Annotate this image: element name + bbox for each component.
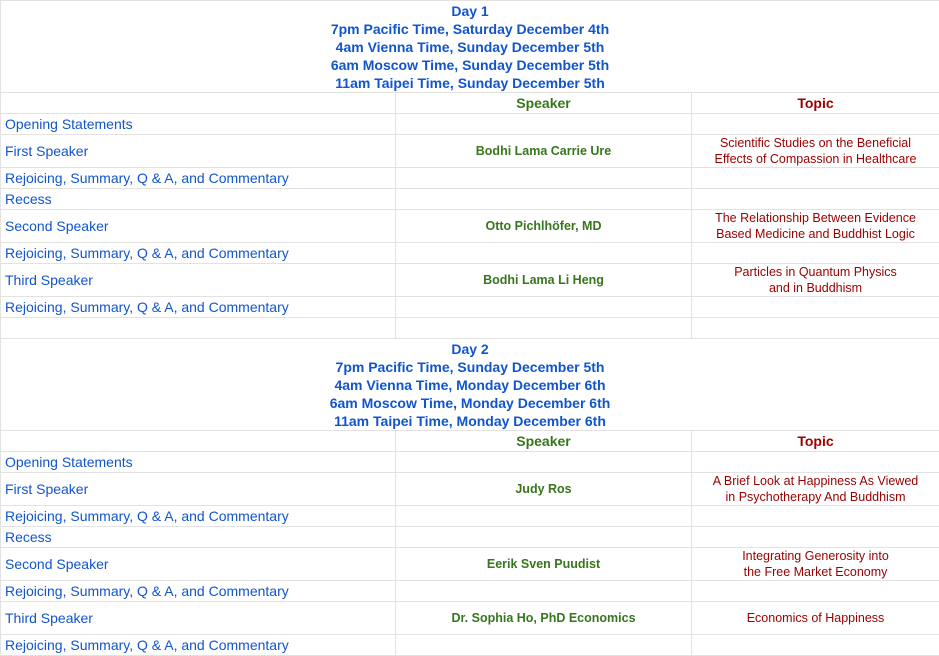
table-row	[1, 452, 939, 473]
topic-line: The Relationship Between Evidence	[696, 210, 935, 226]
table-row	[1, 210, 939, 243]
session-cell[interactable]: Recess	[1, 527, 396, 548]
session-cell[interactable]: Second Speaker	[1, 548, 396, 581]
session-cell[interactable]: Third Speaker	[1, 264, 396, 297]
table-row	[1, 168, 939, 189]
session-cell[interactable]: Recess	[1, 189, 396, 210]
table-row	[1, 189, 939, 210]
table-row	[1, 264, 939, 297]
topic-cell[interactable]	[692, 297, 939, 318]
topic-cell[interactable]	[692, 210, 939, 243]
speaker-cell[interactable]	[396, 506, 692, 527]
day2-speaker-header[interactable]: Speaker	[396, 431, 692, 452]
session-cell[interactable]: Rejoicing, Summary, Q & A, and Commentary	[1, 168, 396, 189]
topic-cell[interactable]	[692, 168, 939, 189]
day1-column-header-row	[1, 93, 939, 114]
table-row	[1, 527, 939, 548]
day2-column-header-row	[1, 431, 939, 452]
session-cell[interactable]: Second Speaker	[1, 210, 396, 243]
day1-speaker-header[interactable]: Speaker	[396, 93, 692, 114]
table-row	[1, 114, 939, 135]
session-cell[interactable]: First Speaker	[1, 135, 396, 168]
topic-cell[interactable]	[692, 114, 939, 135]
speaker-cell[interactable]	[396, 297, 692, 318]
topic-cell[interactable]	[692, 452, 939, 473]
topic-cell[interactable]	[692, 264, 939, 297]
speaker-cell[interactable]	[396, 189, 692, 210]
day2-topic-header[interactable]: Topic	[692, 431, 939, 452]
session-cell[interactable]: Rejoicing, Summary, Q & A, and Commentary	[1, 635, 396, 656]
session-cell[interactable]: First Speaker	[1, 473, 396, 506]
table-row	[1, 243, 939, 264]
topic-cell[interactable]	[692, 548, 939, 581]
topic-line: Based Medicine and Buddhist Logic	[696, 226, 935, 242]
table-row	[1, 473, 939, 506]
topic-cell[interactable]	[692, 135, 939, 168]
topic-line: Effects of Compassion in Healthcare	[696, 151, 935, 167]
empty-cell[interactable]	[1, 318, 396, 339]
table-row	[1, 548, 939, 581]
speaker-cell[interactable]	[396, 168, 692, 189]
topic-line: the Free Market Economy	[696, 564, 935, 580]
empty-cell[interactable]	[692, 318, 939, 339]
session-cell[interactable]: Rejoicing, Summary, Q & A, and Commentary	[1, 243, 396, 264]
topic-line: Integrating Generosity into	[696, 548, 935, 564]
speaker-cell[interactable]	[396, 114, 692, 135]
speaker-cell[interactable]: Dr. Sophia Ho, PhD Economics	[396, 602, 692, 635]
speaker-cell[interactable]: Eerik Sven Puudist	[396, 548, 692, 581]
day2-header-row	[1, 339, 939, 431]
speaker-cell[interactable]: Bodhi Lama Carrie Ure	[396, 135, 692, 168]
speaker-cell[interactable]	[396, 527, 692, 548]
table-row	[1, 581, 939, 602]
speaker-cell[interactable]: Judy Ros	[396, 473, 692, 506]
topic-cell[interactable]	[692, 473, 939, 506]
day2-title: Day 2	[5, 340, 935, 358]
topic-cell[interactable]	[692, 602, 939, 635]
day1-header-cell[interactable]	[1, 1, 939, 93]
day2-time-pacific: 7pm Pacific Time, Sunday December 5th	[5, 358, 935, 376]
topic-cell[interactable]	[692, 189, 939, 210]
speaker-cell[interactable]	[396, 635, 692, 656]
day1-time-pacific: 7pm Pacific Time, Saturday December 4th	[5, 20, 935, 38]
session-cell[interactable]: Rejoicing, Summary, Q & A, and Commentary	[1, 506, 396, 527]
topic-line: in Psychotherapy And Buddhism	[696, 489, 935, 505]
day1-blank-header-cell[interactable]	[1, 93, 396, 114]
session-cell[interactable]: Opening Statements	[1, 114, 396, 135]
day1-header-row	[1, 1, 939, 93]
table-row	[1, 635, 939, 656]
day2-blank-header-cell[interactable]	[1, 431, 396, 452]
table-row	[1, 297, 939, 318]
day1-time-taipei: 11am Taipei Time, Sunday December 5th	[5, 74, 935, 92]
speaker-cell[interactable]	[396, 452, 692, 473]
topic-cell[interactable]	[692, 506, 939, 527]
topic-line: A Brief Look at Happiness As Viewed	[696, 473, 935, 489]
topic-line: and in Buddhism	[696, 280, 935, 296]
topic-cell[interactable]	[692, 581, 939, 602]
day2-time-vienna: 4am Vienna Time, Monday December 6th	[5, 376, 935, 394]
speaker-cell[interactable]	[396, 243, 692, 264]
speaker-cell[interactable]	[396, 581, 692, 602]
speaker-cell[interactable]: Otto Pichlhöfer, MD	[396, 210, 692, 243]
day2-time-taipei: 11am Taipei Time, Monday December 6th	[5, 412, 935, 430]
empty-cell[interactable]	[396, 318, 692, 339]
day2-header-cell[interactable]	[1, 339, 939, 431]
empty-row	[1, 318, 939, 339]
table-row	[1, 602, 939, 635]
day1-topic-header[interactable]: Topic	[692, 93, 939, 114]
topic-cell[interactable]	[692, 635, 939, 656]
day1-time-vienna: 4am Vienna Time, Sunday December 5th	[5, 38, 935, 56]
topic-cell[interactable]	[692, 527, 939, 548]
speaker-cell[interactable]: Bodhi Lama Li Heng	[396, 264, 692, 297]
session-cell[interactable]: Opening Statements	[1, 452, 396, 473]
topic-cell[interactable]	[692, 243, 939, 264]
day1-title: Day 1	[5, 2, 935, 20]
table-row	[1, 506, 939, 527]
topic-line: Scientific Studies on the Beneficial	[696, 135, 935, 151]
session-cell[interactable]: Rejoicing, Summary, Q & A, and Commentary	[1, 581, 396, 602]
topic-line: Economics of Happiness	[696, 610, 935, 626]
topic-line: Particles in Quantum Physics	[696, 264, 935, 280]
day1-time-moscow: 6am Moscow Time, Sunday December 5th	[5, 56, 935, 74]
session-cell[interactable]: Third Speaker	[1, 602, 396, 635]
day2-time-moscow: 6am Moscow Time, Monday December 6th	[5, 394, 935, 412]
session-cell[interactable]: Rejoicing, Summary, Q & A, and Commentary	[1, 297, 396, 318]
table-row	[1, 135, 939, 168]
